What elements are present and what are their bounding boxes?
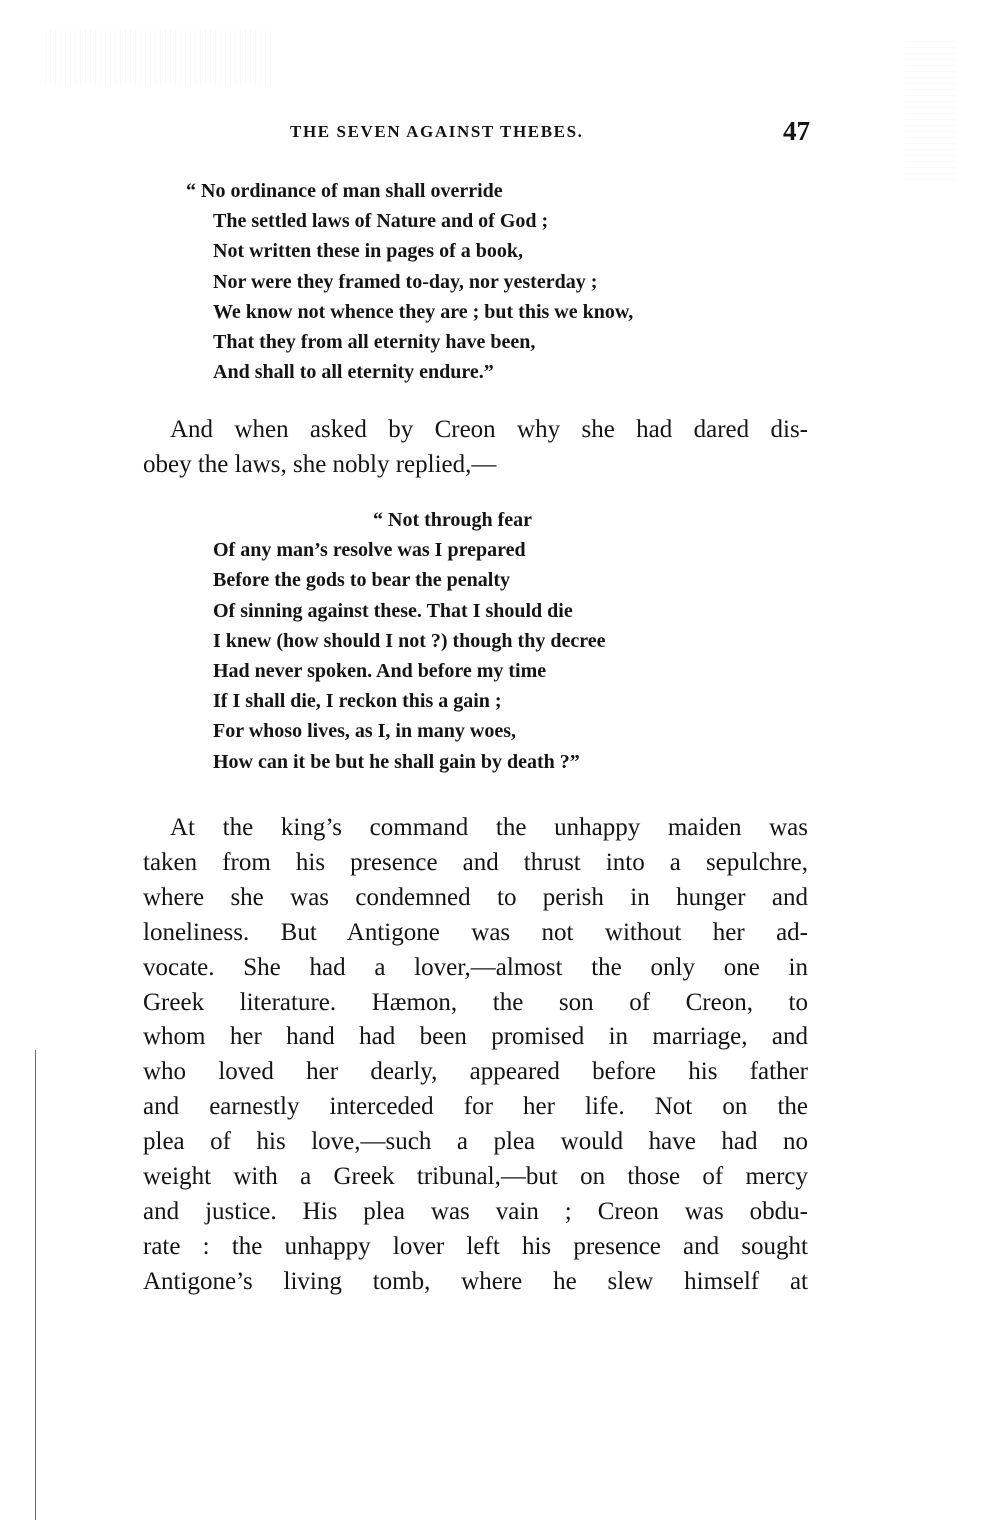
verse-line: I knew (how should I not ?) though thy decree bbox=[213, 629, 606, 652]
prose-line: loneliness. But Antigone was not without her ad- bbox=[143, 918, 808, 946]
verse-line: The settled laws of Nature and of God ; bbox=[213, 210, 549, 233]
prose-line: obey the laws, she nobly replied,— bbox=[143, 451, 497, 478]
prose-line: taken from his presence and thrust into a sepulchre, bbox=[143, 848, 808, 876]
margin-rule bbox=[35, 1050, 36, 1520]
prose-line: and justice. His plea was vain ; Creon was obdu- bbox=[143, 1197, 808, 1225]
verse-line: Had never spoken. And before my time bbox=[213, 660, 547, 683]
prose-line: where she was condemned to perish in hunger and bbox=[143, 883, 808, 911]
verse-line: We know not whence they are ; but this we know, bbox=[213, 300, 634, 323]
paper-speckle-right bbox=[905, 40, 955, 180]
verse-line: Of any man’s resolve was I prepared bbox=[213, 539, 526, 562]
paragraph-one bbox=[143, 412, 808, 482]
verse-line: Of sinning against these. That I should die bbox=[213, 599, 573, 622]
verse-quote-one bbox=[186, 176, 633, 387]
paper-speckle bbox=[45, 30, 275, 85]
prose-line: plea of his love,—such a plea would have had no bbox=[143, 1128, 808, 1156]
verse-line: Before the gods to bear the penalty bbox=[213, 569, 511, 592]
verse-line: If I shall die, I reckon this a gain ; bbox=[213, 690, 502, 713]
verse-line: For whoso lives, as I, in many woes, bbox=[213, 720, 516, 743]
prose-line: And when asked by Creon why she had dared dis- bbox=[170, 416, 808, 443]
prose-line: weight with a Greek tribunal,—but on those of mercy bbox=[143, 1163, 808, 1191]
prose-line: At the king’s command the unhappy maiden was bbox=[170, 814, 808, 841]
prose-line: rate : the unhappy lover left his presence and sought bbox=[143, 1232, 808, 1260]
prose-line: who loved her dearly, appeared before his father bbox=[143, 1058, 808, 1086]
prose-line: vocate. She had a lover,—almost the only one in bbox=[143, 953, 808, 981]
running-head: THE SEVEN AGAINST THEBES. bbox=[290, 122, 584, 141]
verse-line: Not written these in pages of a book, bbox=[213, 240, 523, 263]
page-number: 47 bbox=[783, 116, 810, 146]
verse-line: “ No ordinance of man shall override bbox=[186, 180, 503, 202]
prose-line: Greek literature. Hæmon, the son of Creon, to bbox=[143, 988, 808, 1016]
prose-line: whom her hand had been promised in marriage, and bbox=[143, 1023, 808, 1051]
prose-line: Antigone’s living tomb, where he slew himself at bbox=[143, 1267, 808, 1295]
verse-line: And shall to all eternity endure.” bbox=[213, 361, 494, 384]
verse-line: Nor were they framed to-day, nor yesterday ; bbox=[213, 270, 598, 293]
verse-line: “ Not through fear bbox=[373, 509, 533, 531]
prose-line: and earnestly interceded for her life. Not on the bbox=[143, 1093, 808, 1121]
verse-line: That they from all eternity have been, bbox=[213, 331, 536, 354]
paragraph-two bbox=[143, 811, 808, 1300]
verse-quote-two bbox=[213, 505, 605, 777]
verse-line: How can it be but he shall gain by death ?” bbox=[213, 750, 580, 773]
